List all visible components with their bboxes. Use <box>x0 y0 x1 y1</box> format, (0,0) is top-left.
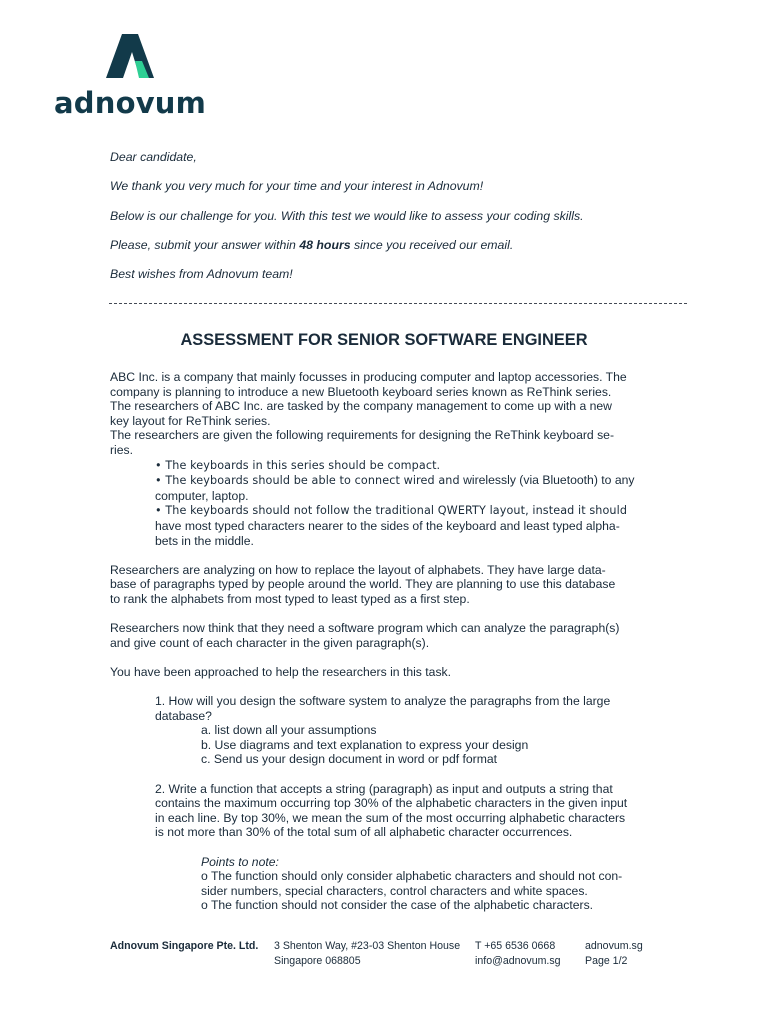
requirement-2-text-b: wirelessly (via Bluetooth) to any <box>459 473 635 488</box>
notes-title: Points to note: <box>201 854 279 869</box>
page-number: Page 1/2 <box>585 954 628 967</box>
requirement-2-cont: computer, laptop. <box>155 488 249 503</box>
body-line: key layout for ReThink series. <box>110 413 271 428</box>
requirement-2-text-a: • The keyboards should be able to connect wired and <box>155 474 460 488</box>
requirement-3-text: • The keyboards should not follow the traditional QWERTY layout, instead it should <box>155 504 628 518</box>
footer-address-line-1: 3 Shenton Way, #23-03 Shenton House <box>274 940 461 952</box>
body-line: and give count of each character in the given paragraph(s). <box>110 635 430 650</box>
footer-contact <box>475 939 561 968</box>
note-line: sider numbers, special characters, control characters and white spaces. <box>201 883 588 898</box>
company-logo <box>54 34 224 124</box>
thanks-line: We thank you very much for your time and your interest in Adnovum! <box>110 179 484 194</box>
question-2: 2. Write a function that accepts a string (paragraph) as input and outputs a string that <box>155 781 613 796</box>
footer-company-name: Adnovum Singapore Pte. Ltd. <box>110 940 259 952</box>
body-line: Researchers are analyzing on how to replace the layout of alphabets. They have large data- <box>110 562 606 577</box>
question-1: 1. How will you design the software system to analyze the paragraphs from the large <box>155 694 611 709</box>
document-body <box>110 370 670 913</box>
paragraph-gap <box>110 607 670 622</box>
footer-address <box>274 939 460 968</box>
body-line: The researchers are given the following requirements for designing the ReThink keyboard se- <box>110 428 615 443</box>
logo-mark-dark <box>106 34 154 78</box>
footer-website: adnovum.sg <box>585 940 643 952</box>
challenge-line: Below is our challenge for you. With this test we would like to assess your coding skills. <box>110 208 584 223</box>
body-line: You have been approached to help the researchers in this task. <box>110 664 452 679</box>
paragraph-gap <box>110 679 670 694</box>
question-2-cont: in each line. By top 30%, we mean the sum of the most occurring alphabetic characters <box>155 810 626 825</box>
adnovum-logo-icon <box>106 34 158 78</box>
requirement-1-text: • The keyboards in this series should be compact. <box>155 458 441 472</box>
body-line: Researchers now think that they need a software program which can analyze the paragraph(s) <box>110 621 620 636</box>
logo-wordmark: adnovum <box>54 86 207 120</box>
body-line: company is planning to introduce a new Bluetooth keyboard series known as ReThink series. <box>110 384 612 399</box>
question-1-item: a. list down all your assumptions <box>201 723 377 738</box>
body-line: to rank the alphabets from most typed to least typed as a first step. <box>110 591 470 606</box>
question-1-cont: database? <box>155 708 212 723</box>
footer-phone: T +65 6536 0668 <box>475 940 556 952</box>
dashed-divider <box>109 303 687 304</box>
submit-prefix: Please, submit your answer within <box>110 237 300 252</box>
question-2-cont: is not more than 30% of the total sum of all alphabetic character occurrences. <box>155 825 573 840</box>
submit-suffix: since you received our email. <box>350 237 514 252</box>
note-line: o The function should not consider the case of the alphabetic characters. <box>201 898 594 913</box>
requirement-2 <box>110 473 670 489</box>
paragraph-gap <box>110 650 670 665</box>
body-line: ABC Inc. is a company that mainly focusses in producing computer and laptop accessories. The <box>110 370 627 384</box>
footer-address-line-2: Singapore 068805 <box>274 954 361 967</box>
requirement-3-cont: bets in the middle. <box>155 533 254 548</box>
body-line: The researchers of ABC Inc. are tasked by the company management to come up with a new <box>110 399 612 414</box>
paragraph-gap <box>110 767 670 782</box>
body-line: ries. <box>110 442 134 457</box>
question-2-cont: contains the maximum occurring top 30% of the alphabetic characters in the given input <box>155 796 628 811</box>
footer-email: info@adnovum.sg <box>475 954 561 967</box>
intro-section <box>110 150 700 296</box>
paragraph-gap <box>110 548 670 563</box>
submit-deadline: 48 hours <box>299 237 351 252</box>
footer-company <box>110 939 258 954</box>
requirement-3 <box>110 503 670 519</box>
note-line: o The function should only consider alphabetic characters and should not con- <box>201 869 623 884</box>
requirement-1 <box>110 458 670 474</box>
wishes-line: Best wishes from Adnovum team! <box>110 267 293 282</box>
submit-line <box>110 238 700 253</box>
requirement-3-cont: have most typed characters nearer to the sides of the keyboard and least typed alpha- <box>155 518 620 533</box>
question-1-item: c. Send us your design document in word or pdf format <box>201 752 498 767</box>
body-line: base of paragraphs typed by people around the world. They are planning to use this database <box>110 577 616 592</box>
footer-site <box>585 939 643 968</box>
document-title: ASSESSMENT FOR SENIOR SOFTWARE ENGINEER <box>180 331 588 349</box>
greeting: Dear candidate, <box>110 150 197 164</box>
paragraph-gap <box>110 840 670 855</box>
question-1-item: b. Use diagrams and text explanation to express your design <box>201 737 529 752</box>
